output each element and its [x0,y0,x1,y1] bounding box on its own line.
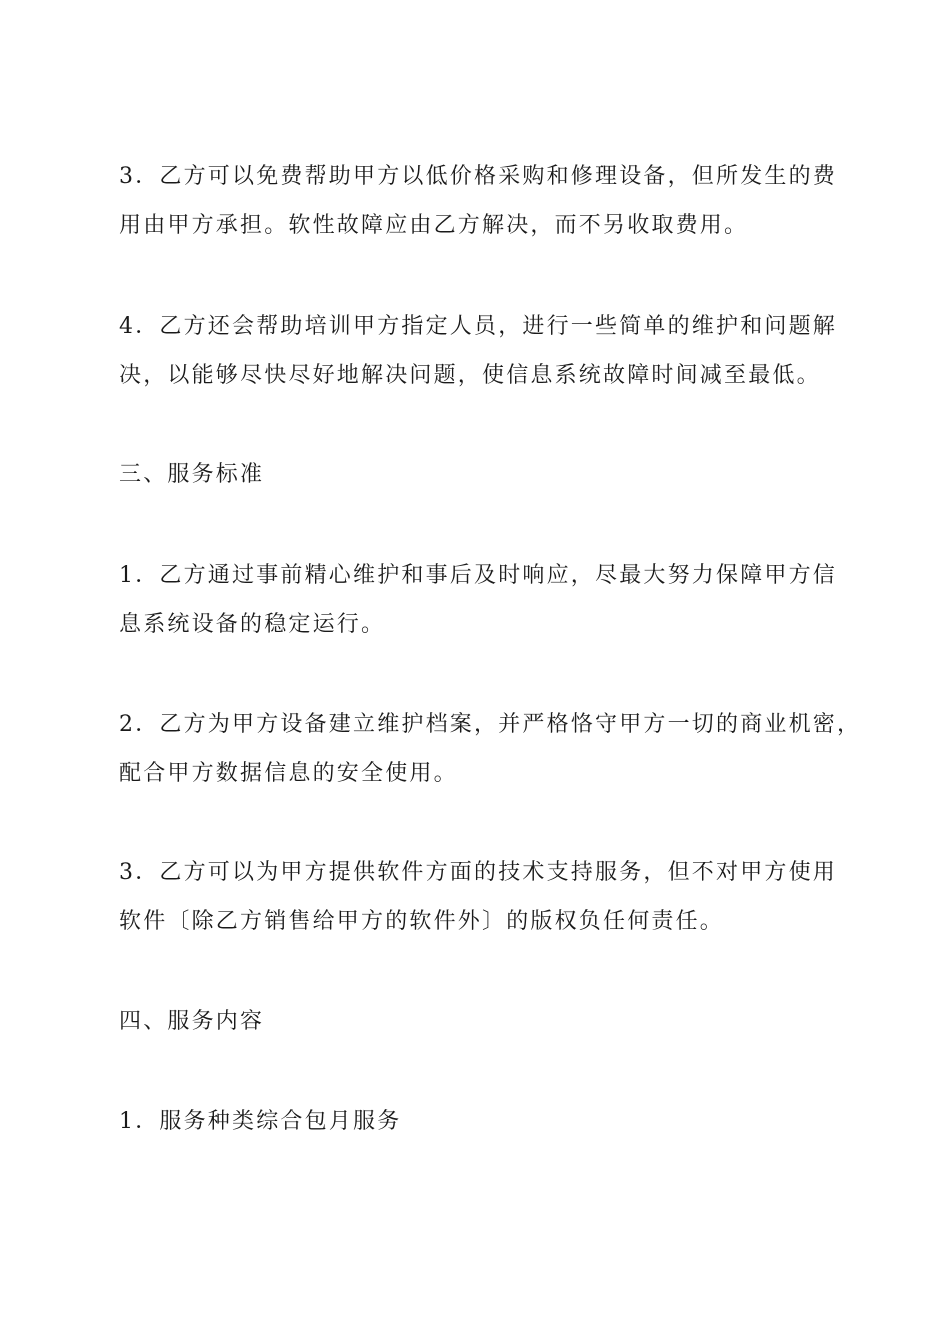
paragraph-1-service-type [119,1097,831,1146]
paragraph-2-archives [119,700,862,798]
section-heading-service-standard [119,450,831,499]
section-heading-service-content [119,997,831,1046]
paragraph-3-software-support [119,848,837,946]
paragraph-line: 用由甲方承担。软性故障应由乙方解决，而不另收取费用。 [119,213,749,238]
paragraph-line: 2．乙方为甲方设备建立维护档案，并严格恪守甲方一切的商业机密， [119,712,862,737]
paragraph-line: 软件〔除乙方销售给甲方的软件外〕的版权负任何责任。 [119,909,725,934]
section-heading: 三、服务标准 [119,462,265,487]
paragraph-line: 配合甲方数据信息的安全使用。 [119,761,458,786]
paragraph-3-procurement [119,152,837,250]
paragraph-line: 4．乙方还会帮助培训甲方指定人员，进行一些简单的维护和问题解 [119,314,837,339]
paragraph-line: 息系统设备的稳定运行。 [119,612,386,637]
paragraph-line: 1．服务种类综合包月服务 [119,1109,402,1134]
paragraph-line: 3．乙方可以为甲方提供软件方面的技术支持服务，但不对甲方使用 [119,860,837,885]
paragraph-4-training [119,302,837,400]
paragraph-1-maintenance [119,551,837,649]
section-heading: 四、服务内容 [119,1009,265,1034]
paragraph-line: 3．乙方可以免费帮助甲方以低价格采购和修理设备，但所发生的费 [119,164,837,189]
paragraph-line: 决，以能够尽快尽好地解决问题，使信息系统故障时间减至最低。 [119,363,821,388]
paragraph-line: 1．乙方通过事前精心维护和事后及时响应，尽最大努力保障甲方信 [119,563,837,588]
